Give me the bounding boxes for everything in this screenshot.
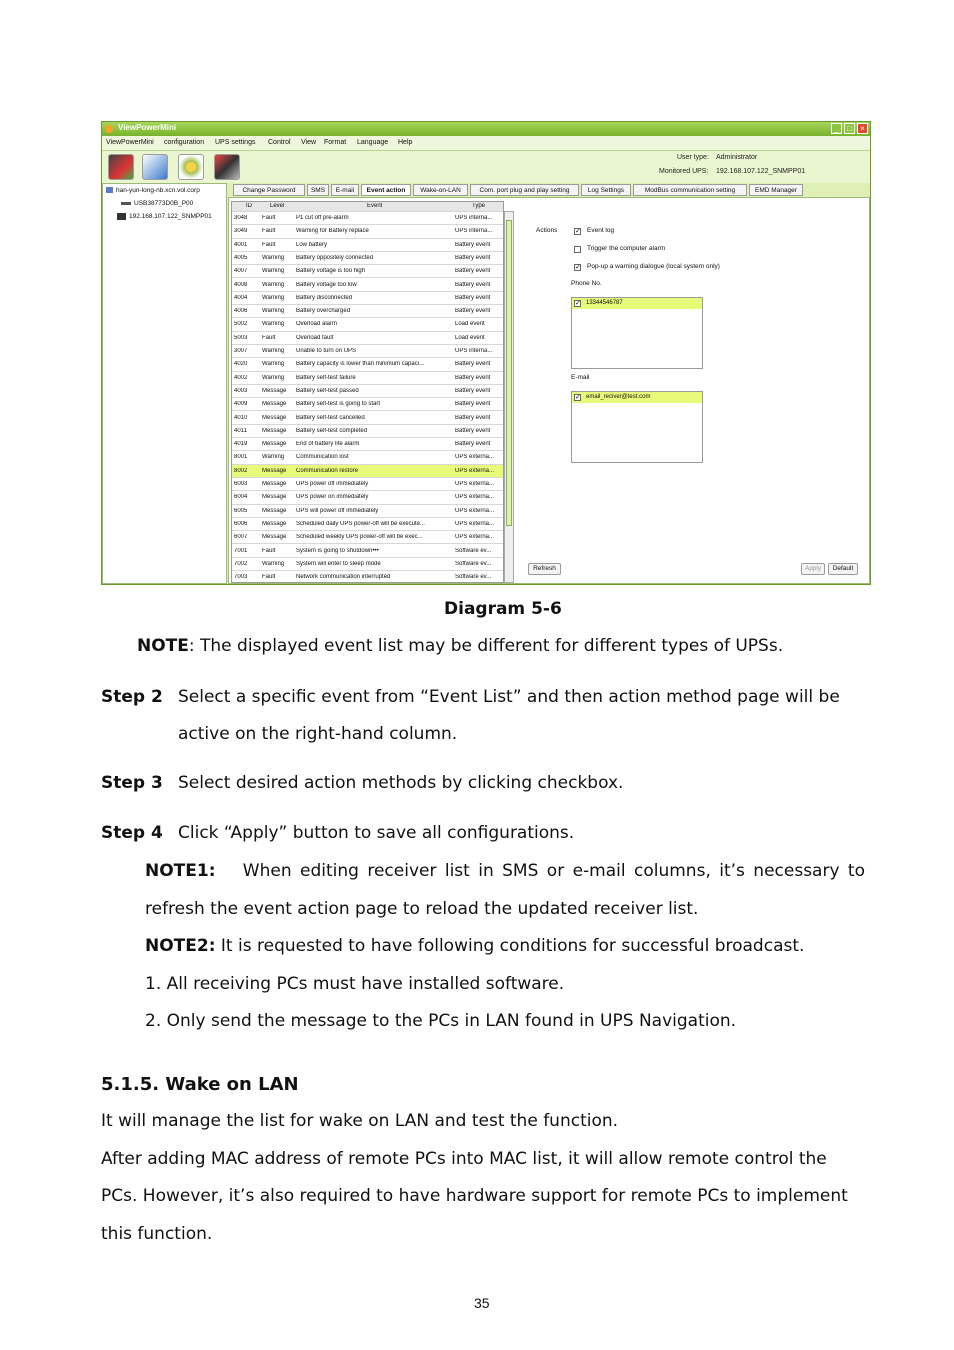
event-level: Fault [262, 215, 276, 221]
table-row[interactable] [232, 212, 503, 225]
event-name: Battery voltage is too high [296, 268, 366, 275]
note1-label: NOTE1: [145, 861, 216, 881]
table-row[interactable] [232, 305, 503, 318]
table-row[interactable] [232, 518, 503, 531]
event-name: UPS power off immediately [296, 481, 369, 487]
event-level: Fault [262, 574, 276, 581]
shutdown-icon[interactable] [214, 154, 240, 180]
table-row[interactable] [232, 265, 503, 278]
tree-item-usb[interactable] [121, 200, 193, 207]
tree-item-snmp-label: 192.168.107.122_SNMPP01 [129, 213, 212, 221]
phone-label: Phone No. [571, 280, 602, 287]
toolbar [102, 151, 870, 183]
computer-alarm-checkbox[interactable] [574, 246, 581, 253]
event-name: Low battery [296, 241, 328, 248]
event-name: Unable to turn on UPS [296, 348, 357, 354]
tab-com-port[interactable]: Com. port plug and play setting [470, 184, 579, 196]
popup-warning-label: Pop-up a warning dialogue (local system only) [587, 263, 720, 270]
user-type-value: Administrator [716, 154, 758, 161]
event-type: Battery event [455, 361, 491, 368]
event-level: Warning [262, 361, 285, 368]
phone-item-label: 13344546787 [586, 300, 623, 306]
table-row[interactable] [232, 545, 503, 558]
event-id: 3007 [234, 348, 248, 354]
email-item-checkbox[interactable]: ✓ [575, 394, 581, 401]
event-name: Battery self-test cancelled [296, 414, 365, 421]
event-name: Warning for Battery replace [296, 228, 369, 235]
apply-button[interactable]: Apply [801, 563, 825, 575]
table-row[interactable] [232, 491, 503, 504]
tab-log-settings[interactable]: Log Settings [581, 184, 631, 196]
event-name: UPS will power off immediately [296, 507, 379, 514]
app-logo-icon [105, 125, 113, 133]
menu-ups-settings[interactable]: UPS settings [215, 139, 256, 146]
monitor-chart-icon[interactable] [108, 154, 134, 180]
email-list [571, 391, 703, 463]
section-title: 5.1.5. Wake on LAN [101, 1074, 299, 1095]
menu-view[interactable]: View [301, 139, 317, 146]
list-item-2: 2. Only send the message to the PCs in LAN found in UPS Navigation. [145, 1011, 737, 1031]
event-type: Battery event [455, 268, 491, 275]
event-name: Communication restore [296, 467, 359, 474]
phone-list-item[interactable] [572, 298, 702, 309]
event-log-label: Event log [587, 227, 615, 234]
actions-label: Actions [536, 227, 558, 234]
event-type: Battery event [455, 401, 491, 408]
event-type: UPS interna... [455, 348, 493, 354]
note2-paragraph [145, 936, 804, 956]
event-type: Battery event [455, 308, 491, 315]
event-type: Battery event [455, 427, 491, 434]
event-id: 6003 [234, 481, 248, 487]
window-title: ViewPowerMini [118, 123, 177, 132]
monitored-ups-value: 192.168.107.122_SNMPP01 [716, 168, 806, 175]
event-type: UPS externa... [455, 534, 495, 541]
table-row[interactable] [232, 531, 503, 544]
list-item-1: 1. All receiving PCs must have installed software. [145, 974, 565, 994]
event-level: Fault [262, 547, 276, 554]
paragraph-2-line1: After adding MAC address of remote PCs into MAC list, it will allow remote control the [101, 1149, 827, 1169]
tree-root[interactable] [106, 187, 200, 194]
event-id: 3048 [234, 215, 248, 221]
minimize-button[interactable]: _ [831, 123, 842, 134]
table-row[interactable] [232, 358, 503, 371]
event-id: 6004 [234, 494, 248, 501]
popup-warning-checkbox[interactable]: ✓ [575, 264, 581, 271]
table-row[interactable] [232, 465, 503, 478]
event-id: 3049 [234, 228, 248, 235]
event-id: 4009 [234, 401, 248, 408]
phone-item-checkbox[interactable]: ✓ [575, 300, 581, 307]
event-type: Battery event [455, 294, 491, 301]
event-id: 4011 [234, 427, 247, 434]
menu-help[interactable]: Help [398, 139, 413, 146]
header-event[interactable]: Event [367, 203, 383, 209]
event-id: 4001 [234, 241, 248, 248]
computer-icon [106, 187, 113, 193]
event-id: 4002 [234, 374, 248, 381]
event-level: Message [262, 481, 287, 487]
tab-event-action[interactable]: Event action [361, 184, 411, 196]
event-level: Message [262, 494, 287, 501]
monitored-ups-label: Monitored UPS: [659, 168, 709, 175]
event-name: UPS power on immediately [296, 494, 369, 501]
event-level: Warning [262, 268, 285, 275]
event-level: Warning [262, 454, 285, 461]
event-name: Battery self-test is going to start [296, 401, 381, 408]
event-level: Warning [262, 348, 285, 354]
usb-icon [121, 202, 131, 205]
tree-item-snmp[interactable] [117, 213, 212, 220]
event-name: Battery disconnected [296, 294, 353, 301]
note2-label: NOTE2: [145, 936, 216, 956]
event-level: Warning [262, 294, 285, 301]
event-name: End of battery life alarm [296, 441, 360, 448]
close-button[interactable]: × [857, 123, 868, 134]
event-table [231, 201, 504, 583]
header-type[interactable]: Type [472, 203, 486, 209]
event-level: Fault [262, 228, 276, 235]
table-row[interactable] [232, 425, 503, 438]
note1-paragraph [145, 861, 865, 881]
table-row[interactable] [232, 398, 503, 411]
control-icon[interactable] [178, 154, 204, 180]
tab-modbus[interactable]: ModBus communication setting [633, 184, 747, 196]
event-id: 7002 [234, 560, 248, 567]
event-name: Battery overcharged [296, 308, 351, 315]
user-type-label: User type: [677, 154, 709, 161]
computer-alarm-label: Trigger the computer alarm [587, 245, 666, 252]
event-level: Message [262, 520, 287, 527]
table-row[interactable] [232, 292, 503, 305]
paragraph-2-line2: PCs. However, it’s also required to have hardware support for remote PCs to implement [101, 1186, 848, 1206]
event-name: Battery self-test passed [296, 387, 359, 394]
event-type: Battery event [455, 241, 491, 248]
event-level: Message [262, 427, 287, 434]
event-id: 8001 [234, 454, 248, 461]
menu-control[interactable]: Control [268, 139, 291, 146]
event-level: Warning [262, 281, 285, 288]
event-id: 4007 [234, 268, 248, 275]
event-type: Software ev... [455, 574, 492, 581]
note-paragraph [137, 636, 783, 656]
note1-line2: refresh the event action page to reload the updated receiver list. [145, 899, 699, 919]
step3-text: Select desired action methods by clicking checkbox. [178, 773, 624, 793]
event-log-checkbox[interactable]: ✓ [575, 228, 581, 235]
table-row[interactable] [232, 345, 503, 358]
event-level: Message [262, 507, 287, 514]
event-id: 7003 [234, 574, 248, 581]
event-id: 4005 [234, 254, 248, 261]
event-level: Message [262, 441, 287, 448]
header-id[interactable]: ID [246, 203, 252, 209]
event-id: 6006 [234, 520, 248, 527]
event-name: Battery self-test completed [296, 427, 368, 434]
event-name: Network communication interrupted [296, 574, 391, 581]
page-number: 35 [474, 1295, 490, 1311]
step3-label: Step 3 [101, 773, 163, 793]
email-list-item[interactable] [572, 392, 702, 403]
event-id: 4019 [234, 441, 248, 448]
event-name: Communication lost [296, 454, 349, 461]
event-type: Battery event [455, 387, 491, 394]
event-level: Message [262, 401, 287, 408]
event-name: Overload fault [296, 334, 334, 341]
event-name: System will enter to sleep mode [296, 560, 381, 567]
table-row[interactable] [232, 412, 503, 425]
event-level: Message [262, 467, 287, 474]
event-level: Warning [262, 560, 285, 567]
table-row[interactable] [232, 279, 503, 292]
event-type: UPS externa... [455, 507, 495, 514]
email-label: E-mail [571, 374, 590, 381]
table-row[interactable] [232, 252, 503, 265]
step4-text: Click “Apply” button to save all configurations. [178, 823, 575, 843]
event-level: Warning [262, 308, 285, 315]
device-tree [102, 183, 227, 584]
event-level: Warning [262, 374, 285, 381]
event-type: UPS externa... [455, 520, 495, 527]
tab-wake-on-lan[interactable]: Wake-on-LAN [413, 184, 468, 196]
step2-label: Step 2 [101, 687, 163, 707]
table-row[interactable] [232, 318, 503, 331]
paragraph-1: It will manage the list for wake on LAN and test the function. [101, 1111, 619, 1131]
event-type: Battery event [455, 254, 491, 261]
menu-format[interactable]: Format [324, 139, 347, 146]
tab-email[interactable]: E-mail [331, 184, 359, 196]
event-id: 6007 [234, 534, 248, 541]
default-button[interactable]: Default [828, 563, 858, 575]
tab-emd-manager[interactable]: EMD Manager [749, 184, 803, 196]
network-device-icon [117, 213, 126, 220]
table-row[interactable] [232, 385, 503, 398]
table-row[interactable] [232, 372, 503, 385]
table-row[interactable] [232, 239, 503, 252]
event-level: Message [262, 414, 287, 421]
event-type: Battery event [455, 281, 491, 288]
event-name: Scheduled daily UPS power-off will be execute... [296, 520, 425, 527]
event-name: P1 cut off pre-alarm [296, 215, 349, 221]
event-id: 4004 [234, 294, 248, 301]
event-type: UPS externa... [455, 467, 495, 474]
tree-item-usb-label: USB38773D0B_P00 [134, 200, 194, 207]
event-level: Warning [262, 321, 285, 328]
table-row[interactable] [232, 451, 503, 464]
event-id: 4003 [234, 387, 248, 394]
table-row[interactable] [232, 225, 503, 238]
header-level[interactable]: Level [270, 203, 285, 209]
step2-line2: active on the right-hand column. [178, 724, 458, 744]
table-row[interactable] [232, 332, 503, 345]
app-window-screenshot [101, 121, 871, 585]
event-type: Load event [455, 321, 485, 328]
tab-sms[interactable]: SMS [307, 184, 329, 196]
event-level: Warning [262, 254, 285, 261]
event-id: 5002 [234, 321, 248, 328]
event-name: Battery oppositely connected [296, 254, 374, 261]
event-name: System is going to shutdown••• [296, 547, 379, 554]
event-name: Battery capacity is lower than minimum capaci... [296, 361, 425, 368]
event-id: 4020 [234, 361, 248, 368]
table-row[interactable] [232, 505, 503, 518]
event-type: Battery event [455, 441, 491, 448]
event-type: Software ev... [455, 547, 492, 554]
event-name: Battery self-test failure [296, 374, 356, 381]
event-type: UPS interna... [455, 215, 493, 221]
scrollbar-thumb[interactable] [506, 220, 512, 526]
event-type: UPS externa... [455, 481, 495, 487]
event-level: Fault [262, 241, 276, 248]
event-type: UPS externa... [455, 494, 495, 501]
note2-text: It is requested to have following conditions for successful broadcast. [220, 936, 805, 956]
event-table-scrollbar[interactable] [504, 211, 514, 583]
event-table-header [232, 202, 503, 212]
table-row[interactable] [232, 478, 503, 491]
event-level: Message [262, 534, 287, 541]
event-id: 4006 [234, 308, 248, 315]
note-label: NOTE [137, 636, 189, 656]
tree-root-label: han-yun-long-nb.xcn.vol.corp [116, 187, 200, 194]
maximize-button[interactable]: □ [844, 123, 855, 134]
paragraph-2-line3: this function. [101, 1224, 213, 1244]
event-type: Load event [455, 334, 485, 341]
step2-line1: Select a specific event from “Event List” and then action method page will be [178, 687, 840, 707]
event-id: 5003 [234, 334, 248, 341]
table-row[interactable] [232, 571, 503, 583]
phone-list [571, 297, 703, 369]
event-id: 8002 [234, 467, 248, 474]
event-id: 4008 [234, 281, 248, 288]
tab-change-password[interactable]: Change Password [233, 184, 305, 196]
event-type: Battery event [455, 414, 491, 421]
event-name: Scheduled weekly UPS power-off will be exec... [296, 534, 423, 541]
event-id: 6005 [234, 507, 248, 514]
menu-viewpowermini[interactable]: ViewPowerMini [106, 139, 154, 146]
title-bar [102, 122, 870, 136]
note-text: : The displayed event list may be different for different types of UPSs. [188, 636, 784, 656]
event-type: Software ev... [455, 560, 492, 567]
step4-label: Step 4 [101, 823, 163, 843]
menu-language[interactable]: Language [357, 139, 389, 146]
event-level: Fault [262, 334, 276, 341]
event-name: Overload alarm [296, 321, 338, 328]
event-id: 4010 [234, 414, 248, 421]
table-row[interactable] [232, 438, 503, 451]
event-type: UPS interna... [455, 228, 493, 235]
note1-line1: When editing receiver list in SMS or e-mail columns, it’s necessary to [242, 861, 865, 881]
configuration-icon[interactable] [142, 154, 168, 180]
event-type: Battery event [455, 374, 491, 381]
diagram-caption: Diagram 5-6 [444, 599, 562, 619]
menu-configuration[interactable]: configuration [164, 139, 205, 146]
event-type: UPS externa... [455, 454, 495, 461]
event-level: Message [262, 387, 287, 394]
menu-bar [102, 136, 870, 151]
refresh-button[interactable]: Refresh [528, 563, 561, 575]
table-row[interactable] [232, 558, 503, 571]
email-item-label: email_reciver@test.com [586, 394, 651, 400]
event-id: 7001 [234, 547, 248, 554]
event-name: Battery voltage too low [296, 281, 357, 288]
